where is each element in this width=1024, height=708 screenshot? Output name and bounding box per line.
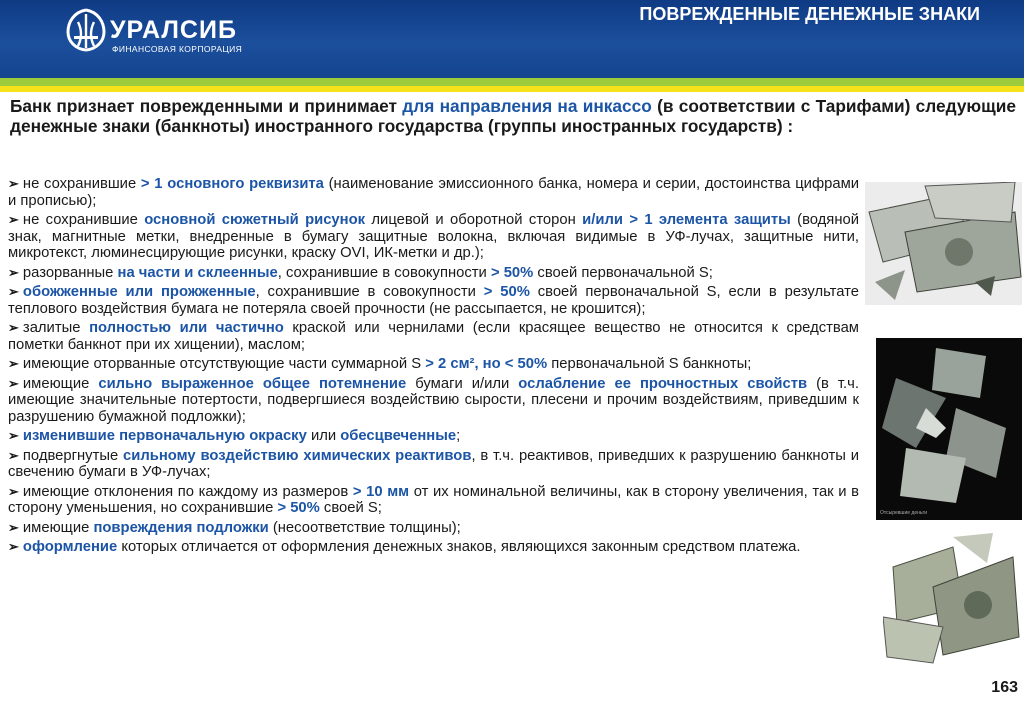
plain-text: имеющие оторванные отсутствующие части суммарной S	[22, 356, 426, 372]
intro-highlight: для направления на инкассо	[402, 96, 652, 116]
highlight-text: и/или > 1 элемента защиты	[582, 212, 791, 228]
plain-text: первоначальной S банкноты;	[547, 356, 752, 372]
plain-text: своей первоначальной S;	[533, 264, 713, 281]
yellow-stripe	[0, 86, 1024, 92]
highlight-text: на части и склеенные	[117, 264, 278, 281]
highlight-text: ослабление ее прочностных свойств	[518, 375, 808, 392]
list-item	[8, 356, 859, 373]
list-item	[8, 176, 859, 209]
page-number: 163	[991, 679, 1018, 696]
list-item	[8, 376, 859, 426]
plain-text: или	[306, 428, 341, 444]
plain-text: залитые	[22, 320, 90, 336]
plain-text: разорванные	[22, 264, 118, 281]
list-item	[8, 448, 859, 481]
highlight-text: оформление	[22, 539, 118, 555]
plain-text: своей S;	[319, 500, 382, 516]
plain-text: бумаги и/или	[406, 375, 519, 392]
highlight-text: > 2 см², но < 50%	[425, 356, 548, 372]
arrow-bullet-icon: ➢	[8, 428, 19, 443]
arrow-bullet-icon: ➢	[8, 356, 19, 371]
plain-text: лицевой и оборотной сторон	[365, 212, 583, 228]
arrow-bullet-icon: ➢	[8, 212, 19, 227]
highlight-text: основной сюжетный рисунок	[144, 212, 366, 228]
uralsib-logo	[66, 8, 246, 58]
list-item	[8, 428, 859, 445]
plain-text: не сохранившие	[22, 212, 145, 228]
crumpled-dollars-photo	[883, 527, 1022, 665]
plain-text: (водяной знак, магнитные метки, внедренные в бумагу защитные волокна, включая видимые в УФ-лучах, защитные нити, микротекст, люминесцирующие рисунки, краску OVI, ИК-метки и др.);	[8, 212, 859, 261]
highlight-text: > 1 основного реквизита	[140, 176, 324, 192]
burned-banknotes-photo	[876, 338, 1022, 520]
highlight-text: обожженные или прожженные	[22, 284, 256, 300]
highlight-text: сильно выраженное общее потемнение	[98, 375, 407, 392]
intro-paragraph	[10, 96, 1016, 136]
header-bar	[0, 0, 1024, 78]
arrow-bullet-icon: ➢	[8, 375, 19, 391]
list-item	[8, 212, 859, 262]
list-item	[8, 484, 859, 517]
plain-text: имеющие отклонения по каждому из размеров	[22, 483, 353, 500]
plain-text: имеющие	[22, 519, 94, 536]
plain-text: своей первоначальной S, если в результате теплового воздействия бумага не потеряла своей прочности (не рассыпается, не крошится);	[8, 284, 859, 317]
list-item	[8, 520, 859, 537]
list-item	[8, 284, 859, 317]
plain-text: подвергнутые	[22, 447, 124, 464]
uralsib-emblem-icon	[66, 8, 106, 52]
plain-text: (несоответствие толщины);	[268, 519, 461, 536]
logo-name: УРАЛСИБ	[110, 16, 237, 44]
plain-text: которых отличается от оформления денежных знаков, являющихся законным средством платежа.	[117, 539, 801, 555]
arrow-bullet-icon: ➢	[8, 176, 19, 191]
arrow-bullet-icon: ➢	[8, 483, 19, 499]
logo-subtitle: ФИНАНСОВАЯ КОРПОРАЦИЯ	[112, 44, 243, 54]
highlight-text: > 10 мм	[352, 483, 410, 500]
intro-text-end: (в соответствии с Тарифами) следующие денежные знаки (банкноты) иностранного государства (группы иностранных государств) :	[10, 96, 1017, 136]
highlight-text: > 50%	[277, 500, 320, 516]
green-stripe	[0, 78, 1024, 86]
arrow-bullet-icon: ➢	[8, 447, 19, 463]
photo-caption: Отсыревшие деньги	[880, 510, 928, 516]
plain-text: , сохранившие в совокупности	[277, 264, 491, 281]
highlight-text: изменившие первоначальную окраску	[22, 428, 307, 444]
plain-text: имеющие	[22, 375, 99, 392]
highlight-text: > 50%	[490, 264, 534, 281]
arrow-bullet-icon: ➢	[8, 264, 19, 280]
highlight-text: полностью или частично	[89, 320, 284, 336]
plain-text: , в т.ч. реактивов, приведших к разрушению банкноты и свечению бумаги в УФ-лучах;	[8, 447, 859, 480]
list-item	[8, 320, 859, 353]
plain-text: , сохранившие в совокупности	[255, 284, 484, 300]
plain-text: (в т.ч. имеющие значительные потертости, подвергшиеся воздействию сырости, плесени и прочим воздействиям, приведшим к разрушению бумажной подложки);	[8, 375, 859, 425]
arrow-bullet-icon: ➢	[8, 539, 19, 554]
plain-text: ;	[456, 428, 461, 444]
list-item	[8, 539, 859, 556]
slide-title: ПОВРЕЖДЕННЫЕ ДЕНЕЖНЫЕ ЗНАКИ	[639, 4, 980, 24]
highlight-text: повреждения подложки	[93, 519, 269, 536]
plain-text: краской или чернилами (если красящее вещество не относится к средствам пометки банкнот при их хищении), маслом;	[8, 320, 859, 353]
criteria-list	[8, 176, 859, 559]
arrow-bullet-icon: ➢	[8, 284, 19, 299]
highlight-text: > 50%	[483, 284, 530, 300]
highlight-text: сильному воздействию химических реактивов	[123, 447, 472, 464]
plain-text: не сохранившие	[22, 176, 141, 192]
arrow-bullet-icon: ➢	[8, 519, 19, 535]
plain-text: (наименование эмиссионного банка, номера и серии, достоинства цифрами и прописью);	[8, 176, 860, 209]
highlight-text: обесцвеченные	[340, 428, 457, 444]
plain-text: от их номинальной величины, как в сторону увеличения, так и в сторону уменьшения, но сохранившие	[8, 483, 860, 516]
damaged-banknotes-photo	[865, 182, 1022, 305]
list-item	[8, 265, 859, 282]
intro-text: Банк признает поврежденными и принимает	[10, 96, 403, 116]
arrow-bullet-icon: ➢	[8, 320, 19, 335]
